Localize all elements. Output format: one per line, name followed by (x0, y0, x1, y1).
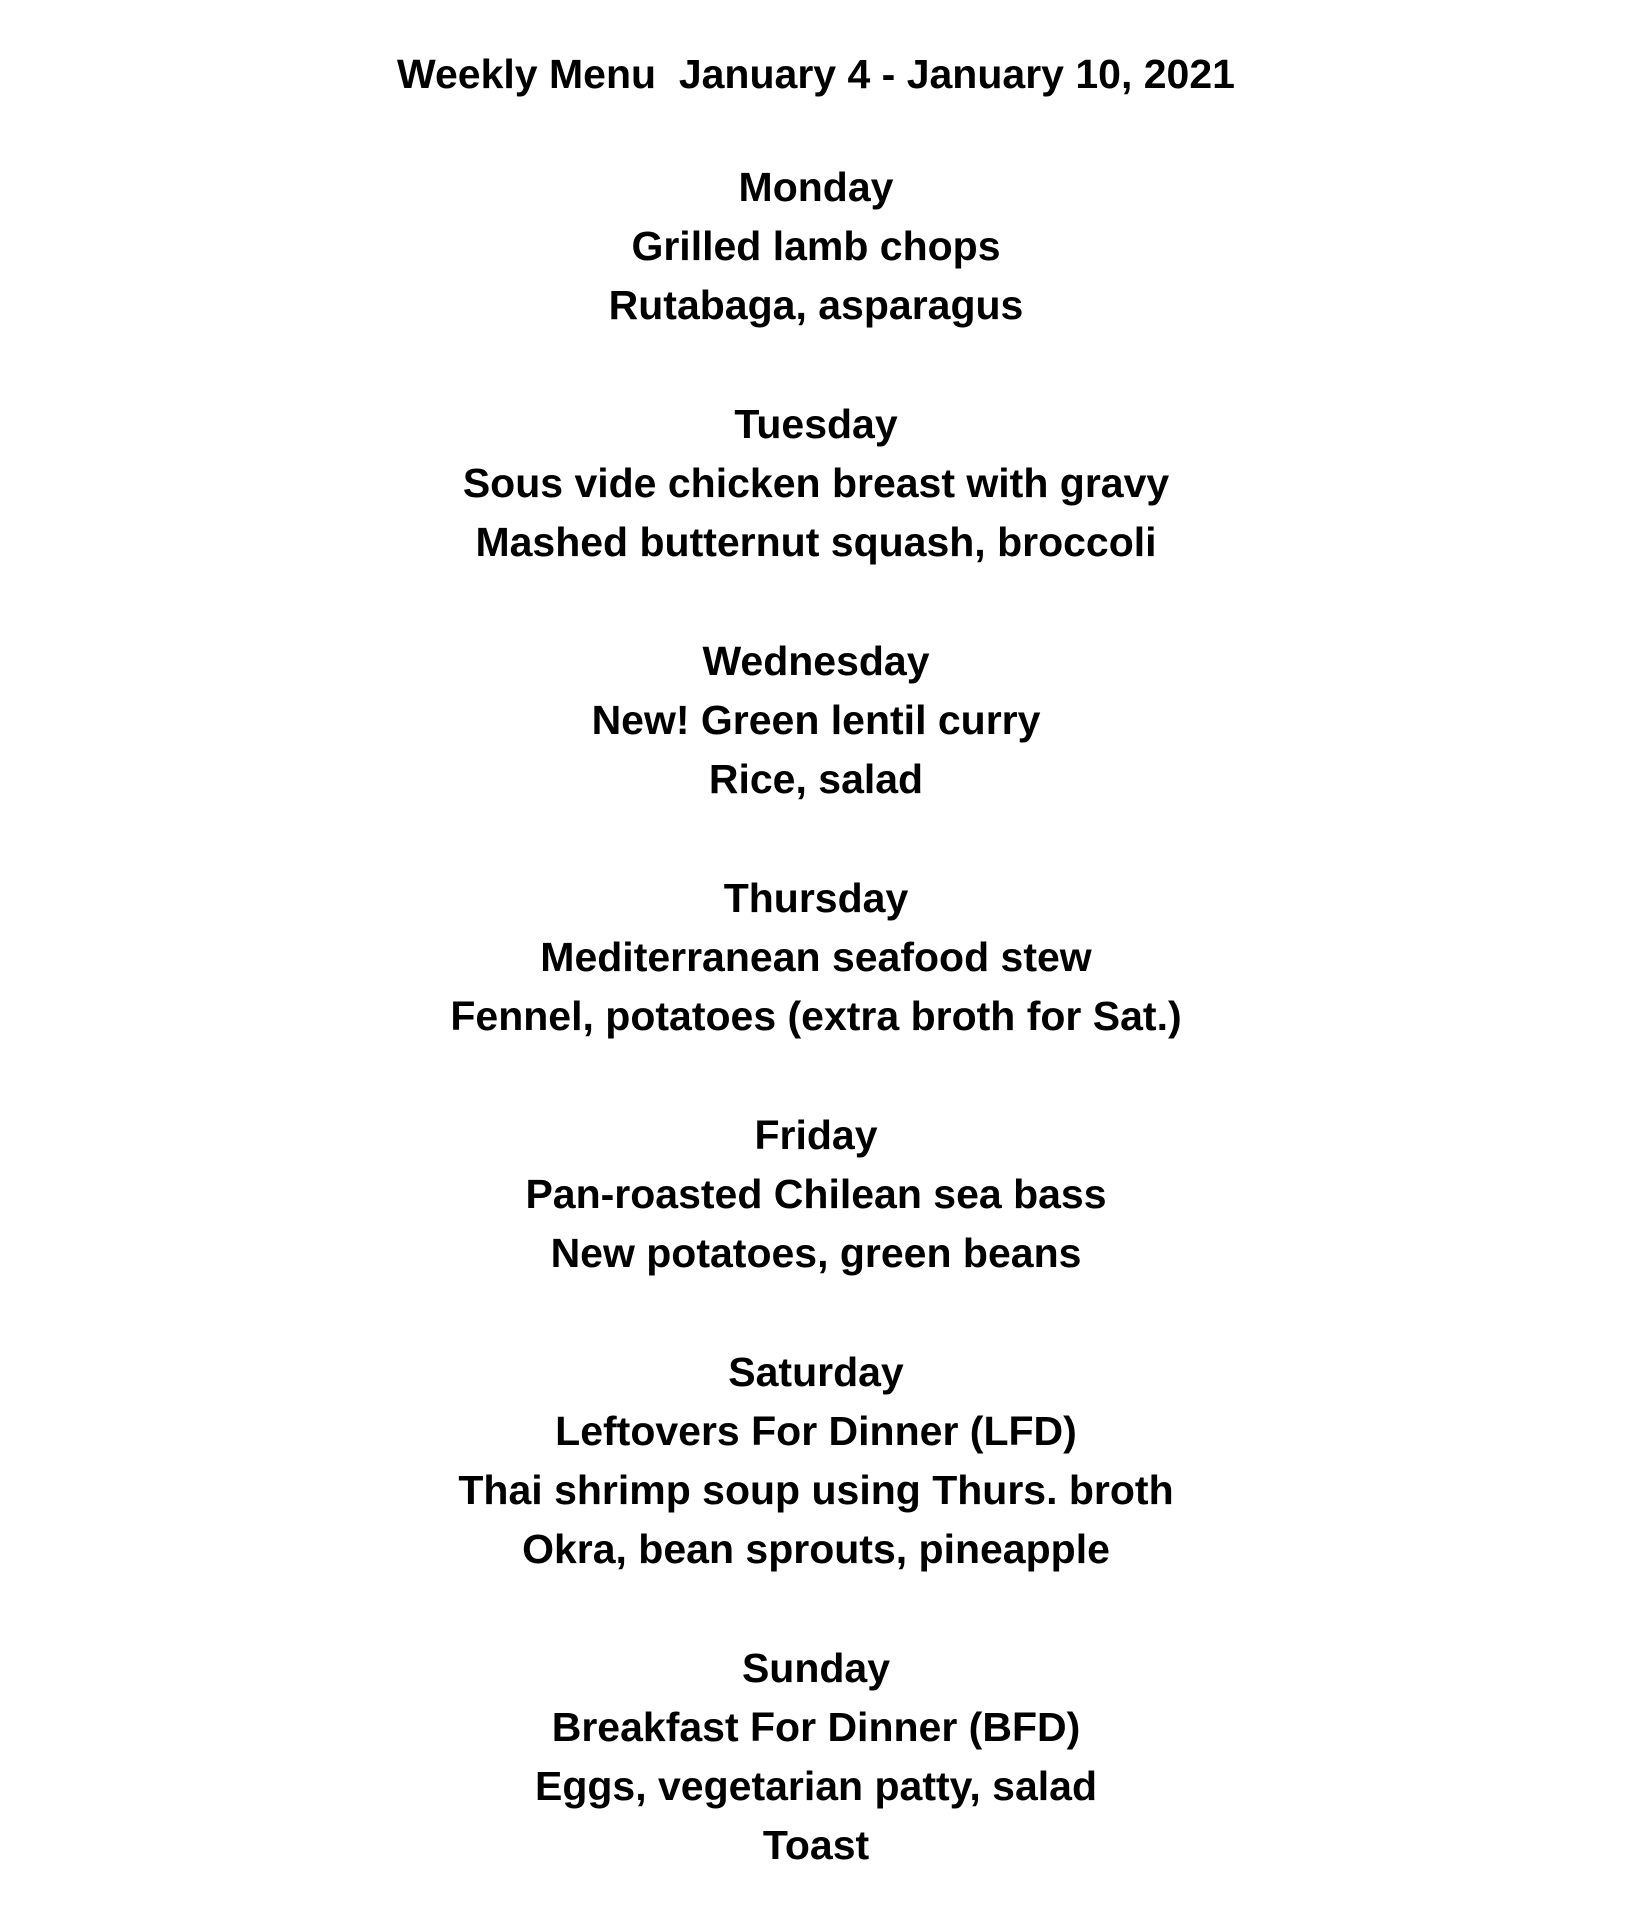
menu-item: Leftovers For Dinner (LFD) (555, 1408, 1077, 1454)
day-name: Saturday (728, 1349, 904, 1395)
menu-item: Mediterranean seafood stew (540, 934, 1092, 980)
day-name: Monday (738, 164, 894, 210)
day-name: Wednesday (702, 638, 930, 684)
menu-item: Pan-roasted Chilean sea bass (525, 1171, 1107, 1217)
menu-item: Fennel, potatoes (extra broth for Sat.) (450, 993, 1182, 1039)
day-sunday (0, 1639, 1632, 1875)
menu-item: Rice, salad (708, 756, 924, 802)
day-thursday (0, 869, 1632, 1046)
day-friday (0, 1106, 1632, 1283)
menu-item: Rutabaga, asparagus (608, 282, 1024, 328)
menu-item: Grilled lamb chops (631, 223, 1001, 269)
menu-item: Thai shrimp soup using Thurs. broth (458, 1467, 1174, 1513)
day-name: Tuesday (734, 401, 898, 447)
menu-item: Breakfast For Dinner (BFD) (551, 1704, 1081, 1750)
day-name: Friday (754, 1112, 878, 1158)
menu-title: Weekly Menu January 4 - January 10, 2021 (397, 51, 1235, 97)
day-name: Thursday (723, 875, 909, 921)
menu-item: New potatoes, green beans (550, 1230, 1082, 1276)
menu-item: New! Green lentil curry (591, 697, 1041, 743)
day-name: Sunday (741, 1645, 891, 1691)
menu-item: Sous vide chicken breast with gravy (462, 460, 1170, 506)
day-monday (0, 158, 1632, 335)
menu-item: Mashed butternut squash, broccoli (475, 519, 1157, 565)
menu-item: Okra, bean sprouts, pineapple (522, 1526, 1110, 1572)
menu-item: Eggs, vegetarian patty, salad (534, 1763, 1098, 1809)
menu-item: Toast (762, 1822, 870, 1868)
day-saturday (0, 1343, 1632, 1579)
day-tuesday (0, 395, 1632, 572)
day-wednesday (0, 632, 1632, 809)
